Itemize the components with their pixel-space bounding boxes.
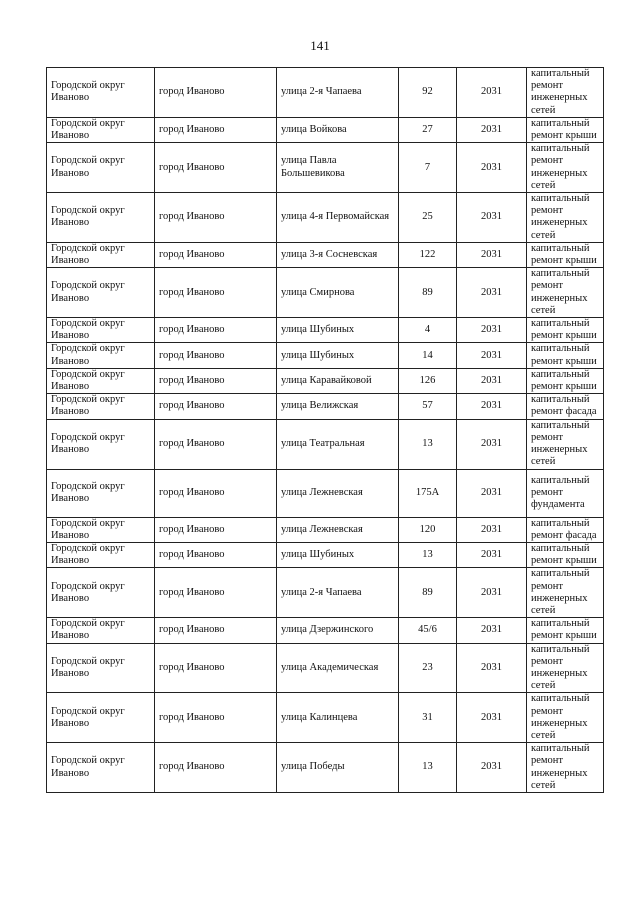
street-cell: улица Лежневская xyxy=(277,469,399,517)
year-cell: 2031 xyxy=(457,419,527,469)
work-type-cell: капитальный ремонт фундамента xyxy=(527,469,604,517)
district-cell: Городской округ Иваново xyxy=(47,693,155,743)
year-cell: 2031 xyxy=(457,368,527,393)
table-row xyxy=(47,268,604,318)
district-cell: Городской округ Иваново xyxy=(47,542,155,567)
work-type-cell: капитальный ремонт инженерных сетей xyxy=(527,643,604,693)
table-row xyxy=(47,242,604,267)
house-cell: 89 xyxy=(399,268,457,318)
house-cell: 27 xyxy=(399,117,457,142)
year-cell: 2031 xyxy=(457,68,527,118)
district-cell: Городской округ Иваново xyxy=(47,68,155,118)
housing-repair-table xyxy=(46,67,604,793)
street-cell: улица Калинцева xyxy=(277,693,399,743)
district-cell: Городской округ Иваново xyxy=(47,143,155,193)
table-row xyxy=(47,568,604,618)
house-cell: 89 xyxy=(399,568,457,618)
table-row xyxy=(47,618,604,643)
city-cell: город Иваново xyxy=(155,143,277,193)
street-cell: улица Смирнова xyxy=(277,268,399,318)
house-cell: 14 xyxy=(399,343,457,368)
district-cell: Городской округ Иваново xyxy=(47,568,155,618)
work-type-cell: капитальный ремонт крыши xyxy=(527,318,604,343)
work-type-cell: капитальный ремонт инженерных сетей xyxy=(527,143,604,193)
district-cell: Городской округ Иваново xyxy=(47,394,155,419)
city-cell: город Иваново xyxy=(155,618,277,643)
work-type-cell: капитальный ремонт крыши xyxy=(527,618,604,643)
table-row xyxy=(47,517,604,542)
house-cell: 45/6 xyxy=(399,618,457,643)
street-cell: улица Театральная xyxy=(277,419,399,469)
street-cell: улица Шубиных xyxy=(277,343,399,368)
page-number: 141 xyxy=(310,38,330,53)
district-cell: Городской округ Иваново xyxy=(47,469,155,517)
work-type-cell: капитальный ремонт крыши xyxy=(527,242,604,267)
work-type-cell: капитальный ремонт инженерных сетей xyxy=(527,419,604,469)
work-type-cell: капитальный ремонт фасада xyxy=(527,394,604,419)
house-cell: 92 xyxy=(399,68,457,118)
year-cell: 2031 xyxy=(457,643,527,693)
house-cell: 57 xyxy=(399,394,457,419)
street-cell: улица Каравайковой xyxy=(277,368,399,393)
city-cell: город Иваново xyxy=(155,643,277,693)
year-cell: 2031 xyxy=(457,193,527,243)
district-cell: Городской округ Иваново xyxy=(47,643,155,693)
city-cell: город Иваново xyxy=(155,242,277,267)
city-cell: город Иваново xyxy=(155,193,277,243)
work-type-cell: капитальный ремонт фасада xyxy=(527,517,604,542)
work-type-cell: капитальный ремонт инженерных сетей xyxy=(527,193,604,243)
city-cell: город Иваново xyxy=(155,268,277,318)
table-row xyxy=(47,117,604,142)
district-cell: Городской округ Иваново xyxy=(47,618,155,643)
city-cell: город Иваново xyxy=(155,343,277,368)
city-cell: город Иваново xyxy=(155,542,277,567)
table-row xyxy=(47,419,604,469)
street-cell: улица Лежневская xyxy=(277,517,399,542)
city-cell: город Иваново xyxy=(155,517,277,542)
work-type-cell: капитальный ремонт крыши xyxy=(527,368,604,393)
work-type-cell: капитальный ремонт крыши xyxy=(527,343,604,368)
house-cell: 126 xyxy=(399,368,457,393)
table-row xyxy=(47,394,604,419)
year-cell: 2031 xyxy=(457,542,527,567)
work-type-cell: капитальный ремонт инженерных сетей xyxy=(527,268,604,318)
house-cell: 31 xyxy=(399,693,457,743)
city-cell: город Иваново xyxy=(155,68,277,118)
street-cell: улица 3-я Сосневская xyxy=(277,242,399,267)
house-cell: 175А xyxy=(399,469,457,517)
year-cell: 2031 xyxy=(457,117,527,142)
city-cell: город Иваново xyxy=(155,419,277,469)
street-cell: улица Академическая xyxy=(277,643,399,693)
table-row xyxy=(47,643,604,693)
district-cell: Городской округ Иваново xyxy=(47,419,155,469)
district-cell: Городской округ Иваново xyxy=(47,117,155,142)
district-cell: Городской округ Иваново xyxy=(47,343,155,368)
house-cell: 4 xyxy=(399,318,457,343)
district-cell: Городской округ Иваново xyxy=(47,318,155,343)
table-row xyxy=(47,343,604,368)
street-cell: улица Шубиных xyxy=(277,542,399,567)
house-cell: 23 xyxy=(399,643,457,693)
district-cell: Городской округ Иваново xyxy=(47,517,155,542)
street-cell: улица 4-я Первомайская xyxy=(277,193,399,243)
city-cell: город Иваново xyxy=(155,318,277,343)
year-cell: 2031 xyxy=(457,517,527,542)
table-row xyxy=(47,193,604,243)
work-type-cell: капитальный ремонт крыши xyxy=(527,117,604,142)
street-cell: улица Велижская xyxy=(277,394,399,419)
work-type-cell: капитальный ремонт инженерных сетей xyxy=(527,743,604,793)
district-cell: Городской округ Иваново xyxy=(47,268,155,318)
city-cell: город Иваново xyxy=(155,117,277,142)
year-cell: 2031 xyxy=(457,268,527,318)
street-cell: улица 2-я Чапаева xyxy=(277,68,399,118)
table-row xyxy=(47,542,604,567)
year-cell: 2031 xyxy=(457,394,527,419)
house-cell: 25 xyxy=(399,193,457,243)
street-cell: улица Дзержинского xyxy=(277,618,399,643)
street-cell: улица Павла Большевикова xyxy=(277,143,399,193)
work-type-cell: капитальный ремонт инженерных сетей xyxy=(527,693,604,743)
table-row xyxy=(47,368,604,393)
city-cell: город Иваново xyxy=(155,743,277,793)
house-cell: 13 xyxy=(399,542,457,567)
house-cell: 7 xyxy=(399,143,457,193)
year-cell: 2031 xyxy=(457,743,527,793)
table-row xyxy=(47,68,604,118)
street-cell: улица 2-я Чапаева xyxy=(277,568,399,618)
table-row xyxy=(47,469,604,517)
year-cell: 2031 xyxy=(457,469,527,517)
year-cell: 2031 xyxy=(457,568,527,618)
year-cell: 2031 xyxy=(457,693,527,743)
city-cell: город Иваново xyxy=(155,394,277,419)
table-row xyxy=(47,693,604,743)
city-cell: город Иваново xyxy=(155,469,277,517)
house-cell: 122 xyxy=(399,242,457,267)
house-cell: 13 xyxy=(399,743,457,793)
city-cell: город Иваново xyxy=(155,568,277,618)
district-cell: Городской округ Иваново xyxy=(47,242,155,267)
district-cell: Городской округ Иваново xyxy=(47,743,155,793)
work-type-cell: капитальный ремонт крыши xyxy=(527,542,604,567)
year-cell: 2031 xyxy=(457,343,527,368)
work-type-cell: капитальный ремонт инженерных сетей xyxy=(527,568,604,618)
city-cell: город Иваново xyxy=(155,368,277,393)
street-cell: улица Войкова xyxy=(277,117,399,142)
table-row xyxy=(47,318,604,343)
work-type-cell: капитальный ремонт инженерных сетей xyxy=(527,68,604,118)
year-cell: 2031 xyxy=(457,143,527,193)
year-cell: 2031 xyxy=(457,242,527,267)
district-cell: Городской округ Иваново xyxy=(47,193,155,243)
table-row xyxy=(47,743,604,793)
street-cell: улица Победы xyxy=(277,743,399,793)
table-row xyxy=(47,143,604,193)
street-cell: улица Шубиных xyxy=(277,318,399,343)
city-cell: город Иваново xyxy=(155,693,277,743)
district-cell: Городской округ Иваново xyxy=(47,368,155,393)
year-cell: 2031 xyxy=(457,318,527,343)
year-cell: 2031 xyxy=(457,618,527,643)
house-cell: 120 xyxy=(399,517,457,542)
house-cell: 13 xyxy=(399,419,457,469)
